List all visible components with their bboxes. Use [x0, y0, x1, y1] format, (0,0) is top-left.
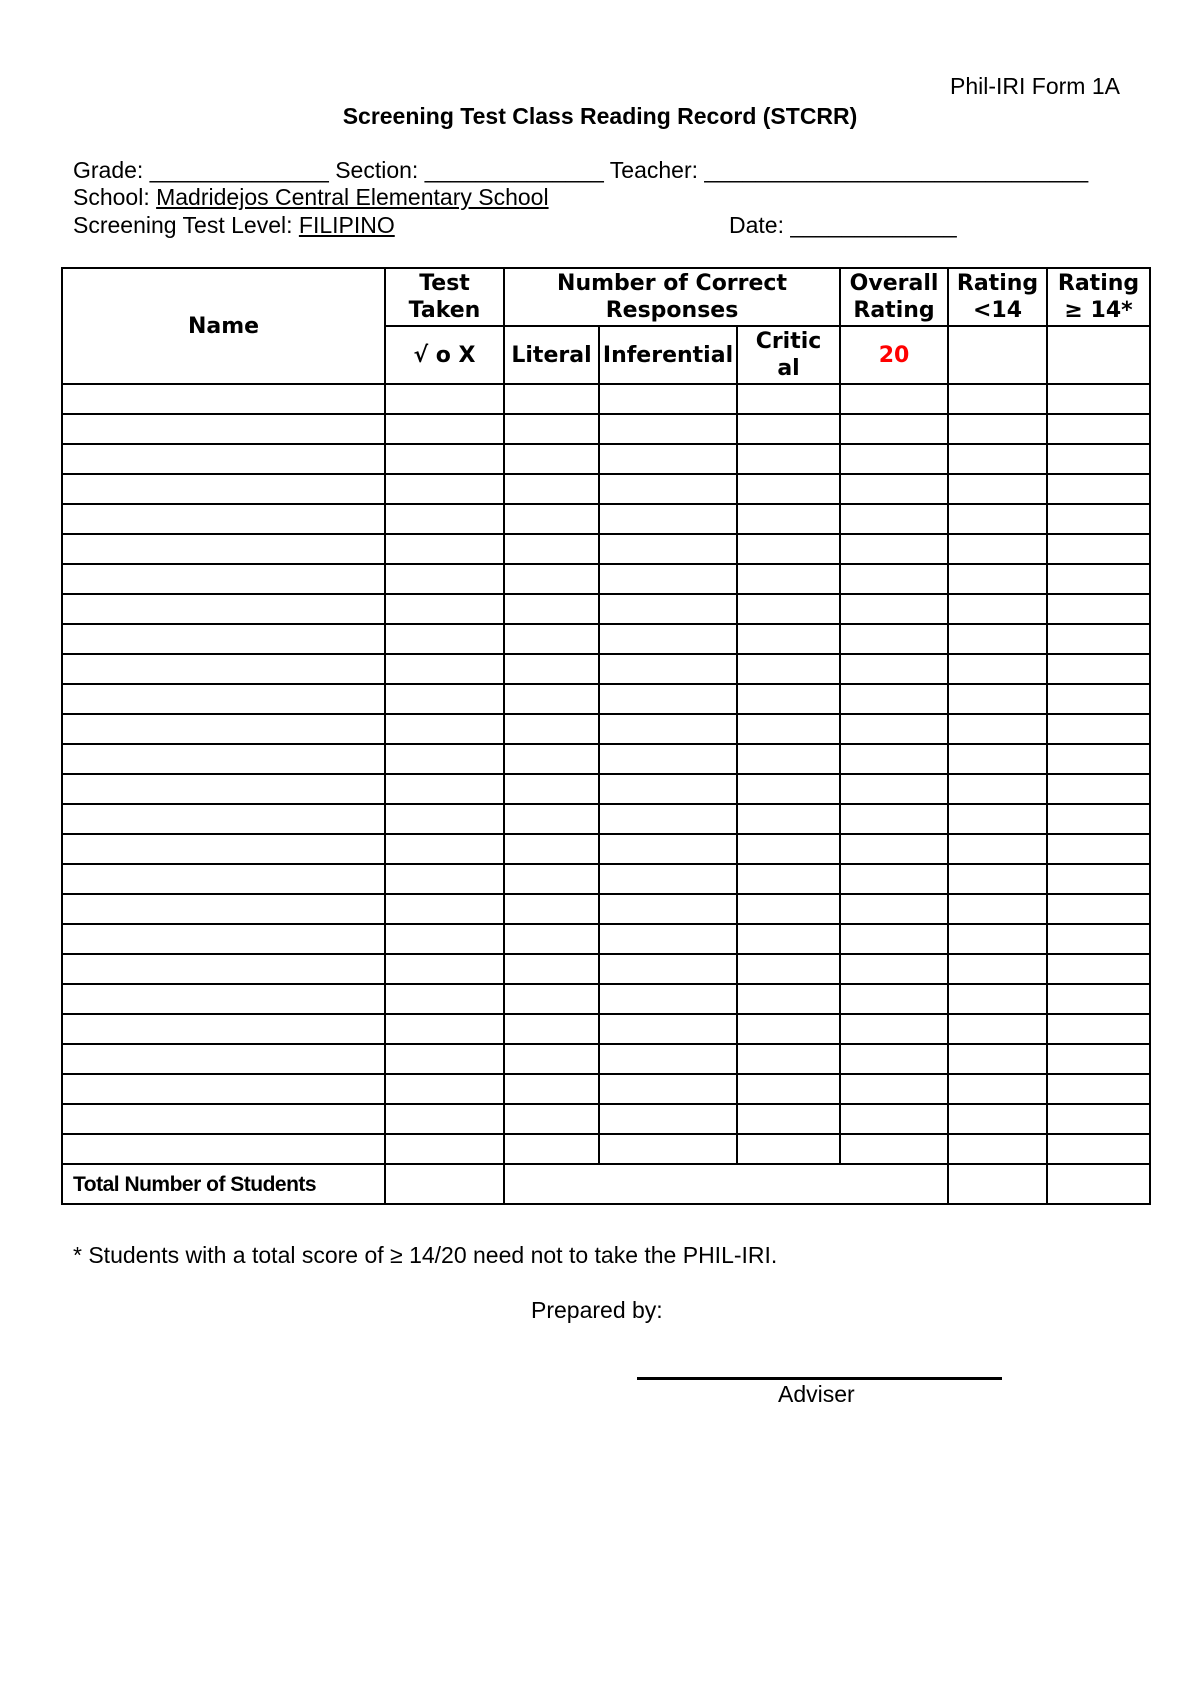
name-cell[interactable] — [62, 624, 385, 654]
name-cell[interactable] — [62, 534, 385, 564]
critical-header: Critical — [737, 326, 840, 384]
rating-below-14-cell[interactable] — [948, 624, 1047, 654]
rating-below-14-cell[interactable] — [948, 1074, 1047, 1104]
overall-cell[interactable] — [840, 774, 948, 804]
inferential-cell[interactable] — [599, 384, 737, 414]
overall-cell[interactable] — [840, 984, 948, 1014]
section-label: Section: — [335, 157, 419, 183]
rating-below-14-cell[interactable] — [948, 714, 1047, 744]
level-value: FILIPINO — [298, 212, 395, 238]
check-cell[interactable] — [385, 1134, 504, 1164]
rating-below-14-cell[interactable] — [948, 326, 1047, 384]
student-row — [62, 924, 1150, 954]
inferential-cell[interactable] — [599, 534, 737, 564]
critical-cell[interactable] — [737, 564, 840, 594]
name-cell[interactable] — [62, 834, 385, 864]
inferential-cell[interactable] — [599, 774, 737, 804]
rating-below-14-cell[interactable] — [948, 954, 1047, 984]
overall-cell[interactable] — [840, 954, 948, 984]
inferential-cell[interactable] — [599, 894, 737, 924]
overall-cell[interactable] — [840, 564, 948, 594]
student-row — [62, 414, 1150, 444]
student-row — [62, 954, 1150, 984]
name-cell[interactable] — [62, 564, 385, 594]
student-row — [62, 654, 1150, 684]
rating-14-plus-cell[interactable] — [1047, 1104, 1150, 1134]
overall-cell[interactable] — [840, 864, 948, 894]
rating-below-14-cell[interactable] — [948, 384, 1047, 414]
check-cell[interactable] — [385, 414, 504, 444]
rating-below-14-cell[interactable] — [948, 534, 1047, 564]
rating-14-plus-cell[interactable] — [1047, 954, 1150, 984]
teacher-blank[interactable]: ______________________________ — [704, 157, 1089, 183]
name-cell[interactable] — [62, 654, 385, 684]
rating-14-plus-cell[interactable] — [1047, 924, 1150, 954]
student-row — [62, 744, 1150, 774]
name-cell[interactable] — [62, 1134, 385, 1164]
adviser-label: Adviser — [778, 1381, 855, 1407]
literal-cell[interactable] — [504, 804, 599, 834]
critical-cell[interactable] — [737, 1134, 840, 1164]
inferential-cell[interactable] — [599, 984, 737, 1014]
critical-cell[interactable] — [737, 504, 840, 534]
total-students-label: Total Number of Students — [62, 1164, 385, 1204]
student-row — [62, 1044, 1150, 1074]
critical-cell[interactable] — [737, 384, 840, 414]
inferential-cell[interactable] — [599, 564, 737, 594]
rating-below-14-cell[interactable] — [948, 1014, 1047, 1044]
check-cell[interactable] — [385, 654, 504, 684]
student-row — [62, 1074, 1150, 1104]
rating-14-plus-cell[interactable] — [1047, 624, 1150, 654]
student-row — [62, 444, 1150, 474]
critical-cell[interactable] — [737, 444, 840, 474]
check-cell[interactable] — [385, 834, 504, 864]
inferential-cell[interactable] — [599, 684, 737, 714]
literal-cell[interactable] — [504, 444, 599, 474]
rating-below-14-cell[interactable] — [948, 744, 1047, 774]
rating-below-14-cell[interactable] — [948, 834, 1047, 864]
student-row — [62, 1014, 1150, 1044]
inferential-cell[interactable] — [599, 714, 737, 744]
critical-cell[interactable] — [737, 894, 840, 924]
literal-cell[interactable] — [504, 414, 599, 444]
check-cell[interactable] — [385, 564, 504, 594]
rating-14-plus-cell[interactable] — [1047, 384, 1150, 414]
literal-cell[interactable] — [504, 984, 599, 1014]
inferential-cell[interactable] — [599, 1104, 737, 1134]
name-header: Name — [62, 268, 385, 384]
literal-cell[interactable] — [504, 774, 599, 804]
literal-cell[interactable] — [504, 894, 599, 924]
check-cell[interactable] — [385, 384, 504, 414]
literal-cell[interactable] — [504, 864, 599, 894]
check-cell[interactable] — [385, 744, 504, 774]
overall-cell[interactable] — [840, 504, 948, 534]
critical-cell[interactable] — [737, 714, 840, 744]
rating-below-14-cell[interactable] — [948, 984, 1047, 1014]
teacher-label: Teacher: — [609, 157, 698, 183]
footnote: * Students with a total score of ≥ 14/20 need not to take the PHIL-IRI. — [73, 1242, 778, 1268]
rating-14-plus-cell[interactable] — [1047, 504, 1150, 534]
student-row — [62, 774, 1150, 804]
student-row — [62, 564, 1150, 594]
check-cell[interactable] — [385, 774, 504, 804]
rating-14-plus-cell[interactable] — [1047, 1014, 1150, 1044]
overall-cell[interactable] — [840, 924, 948, 954]
check-cell[interactable] — [385, 594, 504, 624]
name-cell[interactable] — [62, 684, 385, 714]
critical-cell[interactable] — [737, 474, 840, 504]
name-cell[interactable] — [62, 1014, 385, 1044]
critical-cell[interactable] — [737, 1044, 840, 1074]
literal-cell[interactable] — [504, 834, 599, 864]
document-title: Screening Test Class Reading Record (STCRR) — [342, 103, 858, 129]
rating-14-plus-cell[interactable] — [1047, 326, 1150, 384]
inferential-cell[interactable] — [599, 1134, 737, 1164]
overall-cell[interactable] — [840, 594, 948, 624]
overall-total-score: 20 — [840, 326, 948, 384]
overall-cell[interactable] — [840, 444, 948, 474]
rating-below-14-cell[interactable] — [948, 774, 1047, 804]
inferential-cell[interactable] — [599, 804, 737, 834]
rating-14-plus-cell[interactable] — [1047, 1134, 1150, 1164]
date-label: Date: — [729, 212, 784, 238]
name-cell[interactable] — [62, 924, 385, 954]
school-label: School: — [73, 184, 150, 210]
student-row — [62, 684, 1150, 714]
check-or-x-header: √ o X — [385, 326, 504, 384]
check-cell[interactable] — [385, 684, 504, 714]
inferential-cell[interactable] — [599, 834, 737, 864]
inferential-cell[interactable] — [599, 1014, 737, 1044]
rating-14-plus-cell[interactable] — [1047, 564, 1150, 594]
inferential-cell[interactable] — [599, 414, 737, 444]
check-cell[interactable] — [385, 444, 504, 474]
overall-cell[interactable] — [840, 624, 948, 654]
name-cell[interactable] — [62, 804, 385, 834]
literal-cell[interactable] — [504, 624, 599, 654]
check-cell[interactable] — [385, 1044, 504, 1074]
section-blank[interactable]: ______________ — [424, 157, 604, 183]
literal-cell[interactable] — [504, 924, 599, 954]
rating-below-14-cell[interactable] — [948, 444, 1047, 474]
correct-responses-header: Number of Correct Responses — [504, 268, 840, 326]
overall-cell[interactable] — [840, 1104, 948, 1134]
overall-cell[interactable] — [840, 654, 948, 684]
overall-cell[interactable] — [840, 414, 948, 444]
rating-14-plus-cell[interactable] — [1047, 744, 1150, 774]
student-row — [62, 624, 1150, 654]
check-cell[interactable] — [385, 1104, 504, 1134]
overall-cell[interactable] — [840, 1074, 948, 1104]
literal-cell[interactable] — [504, 654, 599, 684]
date-line — [729, 212, 957, 239]
literal-header: Literal — [504, 326, 599, 384]
literal-cell[interactable] — [504, 1134, 599, 1164]
literal-cell[interactable] — [504, 384, 599, 414]
test-taken-header: Test Taken — [385, 268, 504, 326]
literal-cell[interactable] — [504, 1074, 599, 1104]
name-cell[interactable] — [62, 474, 385, 504]
literal-cell[interactable] — [504, 714, 599, 744]
critical-cell[interactable] — [737, 864, 840, 894]
student-row — [62, 594, 1150, 624]
literal-cell[interactable] — [504, 954, 599, 984]
literal-cell[interactable] — [504, 564, 599, 594]
rating-14-plus-cell[interactable] — [1047, 654, 1150, 684]
student-row — [62, 534, 1150, 564]
check-cell[interactable] — [385, 984, 504, 1014]
student-row — [62, 1134, 1150, 1164]
inferential-header: Inferential — [599, 326, 737, 384]
signature-line[interactable] — [637, 1377, 1002, 1380]
critical-cell[interactable] — [737, 654, 840, 684]
inferential-cell[interactable] — [599, 954, 737, 984]
inferential-cell[interactable] — [599, 504, 737, 534]
literal-cell[interactable] — [504, 594, 599, 624]
level-label: Screening Test Level: — [73, 212, 293, 238]
overall-cell[interactable] — [840, 894, 948, 924]
inferential-cell[interactable] — [599, 864, 737, 894]
critical-cell[interactable] — [737, 984, 840, 1014]
overall-cell[interactable] — [840, 684, 948, 714]
overall-rating-header: Overall Rating — [840, 268, 948, 326]
student-row — [62, 894, 1150, 924]
inferential-cell[interactable] — [599, 744, 737, 774]
student-row — [62, 504, 1150, 534]
literal-cell[interactable] — [504, 744, 599, 774]
check-cell[interactable] — [385, 474, 504, 504]
rating-14-plus-cell[interactable] — [1047, 534, 1150, 564]
literal-cell[interactable] — [504, 474, 599, 504]
name-cell[interactable] — [62, 744, 385, 774]
critical-cell[interactable] — [737, 954, 840, 984]
student-row — [62, 804, 1150, 834]
name-cell[interactable] — [62, 954, 385, 984]
student-row — [62, 384, 1150, 414]
rating-14-plus-cell[interactable] — [1047, 804, 1150, 834]
overall-cell[interactable] — [840, 1014, 948, 1044]
rating-14-plus-cell[interactable] — [1047, 684, 1150, 714]
overall-cell[interactable] — [840, 714, 948, 744]
school-line — [73, 184, 549, 211]
rating-14-plus-cell[interactable] — [1047, 864, 1150, 894]
critical-cell[interactable] — [737, 624, 840, 654]
rating-14-plus-cell[interactable] — [1047, 714, 1150, 744]
rating-below-14-cell[interactable] — [948, 564, 1047, 594]
inferential-cell[interactable] — [599, 654, 737, 684]
check-cell[interactable] — [385, 1074, 504, 1104]
overall-cell[interactable] — [840, 744, 948, 774]
overall-cell[interactable] — [840, 384, 948, 414]
rating-below-14-header: Rating <14 — [948, 268, 1047, 326]
rating-below-14-cell[interactable] — [948, 1104, 1047, 1134]
critical-cell[interactable] — [737, 1074, 840, 1104]
name-cell[interactable] — [62, 1044, 385, 1074]
check-cell[interactable] — [385, 804, 504, 834]
literal-cell[interactable] — [504, 1014, 599, 1044]
rating-below-14-cell[interactable] — [948, 1134, 1047, 1164]
overall-cell[interactable] — [840, 804, 948, 834]
student-row — [62, 834, 1150, 864]
name-cell[interactable] — [62, 864, 385, 894]
overall-cell[interactable] — [840, 474, 948, 504]
inferential-cell[interactable] — [599, 624, 737, 654]
check-cell[interactable] — [385, 1014, 504, 1044]
critical-cell[interactable] — [737, 684, 840, 714]
rating-14-plus-cell[interactable] — [1047, 444, 1150, 474]
critical-cell[interactable] — [737, 744, 840, 774]
overall-cell[interactable] — [840, 534, 948, 564]
student-row — [62, 864, 1150, 894]
critical-cell[interactable] — [737, 1104, 840, 1134]
check-cell[interactable] — [385, 714, 504, 744]
check-cell[interactable] — [385, 894, 504, 924]
check-cell[interactable] — [385, 504, 504, 534]
critical-cell[interactable] — [737, 534, 840, 564]
critical-cell[interactable] — [737, 1014, 840, 1044]
student-row — [62, 474, 1150, 504]
rating-below-14-cell[interactable] — [948, 654, 1047, 684]
critical-cell[interactable] — [737, 774, 840, 804]
name-cell[interactable] — [62, 714, 385, 744]
inferential-cell[interactable] — [599, 1044, 737, 1074]
critical-cell[interactable] — [737, 594, 840, 624]
rating-14-plus-cell[interactable] — [1047, 474, 1150, 504]
name-cell[interactable] — [62, 1104, 385, 1134]
date-blank[interactable]: _____________ — [790, 212, 957, 238]
check-cell[interactable] — [385, 864, 504, 894]
rating-14-plus-header: Rating ≥ 14* — [1047, 268, 1150, 326]
rating-14-plus-cell[interactable] — [1047, 594, 1150, 624]
name-cell[interactable] — [62, 414, 385, 444]
inferential-cell[interactable] — [599, 924, 737, 954]
rating-14-plus-cell[interactable] — [1047, 984, 1150, 1014]
grade-section-teacher-line — [73, 157, 1088, 184]
rating-14-plus-cell[interactable] — [1047, 834, 1150, 864]
student-row — [62, 1104, 1150, 1134]
grade-blank[interactable]: ______________ — [149, 157, 329, 183]
check-cell[interactable] — [385, 924, 504, 954]
total-below-14-cell[interactable] — [948, 1164, 1047, 1204]
inferential-cell[interactable] — [599, 1074, 737, 1104]
literal-cell[interactable] — [504, 534, 599, 564]
rating-14-plus-cell[interactable] — [1047, 414, 1150, 444]
student-row — [62, 984, 1150, 1014]
literal-cell[interactable] — [504, 1044, 599, 1074]
literal-cell[interactable] — [504, 504, 599, 534]
rating-below-14-cell[interactable] — [948, 684, 1047, 714]
school-value: Madridejos Central Elementary School — [156, 184, 549, 210]
name-cell[interactable] — [62, 384, 385, 414]
rating-14-plus-cell[interactable] — [1047, 894, 1150, 924]
rating-below-14-cell[interactable] — [948, 804, 1047, 834]
literal-cell[interactable] — [504, 684, 599, 714]
name-cell[interactable] — [62, 1074, 385, 1104]
rating-below-14-cell[interactable] — [948, 414, 1047, 444]
check-cell[interactable] — [385, 534, 504, 564]
rating-14-plus-cell[interactable] — [1047, 774, 1150, 804]
inferential-cell[interactable] — [599, 474, 737, 504]
check-cell[interactable] — [385, 954, 504, 984]
rating-below-14-cell[interactable] — [948, 864, 1047, 894]
inferential-cell[interactable] — [599, 444, 737, 474]
critical-cell[interactable] — [737, 804, 840, 834]
overall-cell[interactable] — [840, 1044, 948, 1074]
reading-record-table — [61, 267, 1151, 1205]
rating-below-14-cell[interactable] — [948, 504, 1047, 534]
overall-cell[interactable] — [840, 834, 948, 864]
overall-cell[interactable] — [840, 1134, 948, 1164]
name-cell[interactable] — [62, 774, 385, 804]
total-test-taken-cell[interactable] — [385, 1164, 504, 1204]
critical-cell[interactable] — [737, 414, 840, 444]
grade-label: Grade: — [73, 157, 144, 183]
inferential-cell[interactable] — [599, 594, 737, 624]
rating-14-plus-cell[interactable] — [1047, 1074, 1150, 1104]
critical-cell[interactable] — [737, 834, 840, 864]
name-cell[interactable] — [62, 444, 385, 474]
prepared-by-label: Prepared by: — [531, 1297, 663, 1323]
name-cell[interactable] — [62, 504, 385, 534]
student-row — [62, 714, 1150, 744]
rating-below-14-cell[interactable] — [948, 594, 1047, 624]
rating-below-14-cell[interactable] — [948, 474, 1047, 504]
literal-cell[interactable] — [504, 1104, 599, 1134]
name-cell[interactable] — [62, 594, 385, 624]
rating-below-14-cell[interactable] — [948, 894, 1047, 924]
form-number: Phil-IRI Form 1A — [950, 73, 1120, 99]
total-responses-cell[interactable] — [504, 1164, 948, 1204]
level-line — [73, 212, 395, 239]
name-cell[interactable] — [62, 894, 385, 924]
critical-cell[interactable] — [737, 924, 840, 954]
rating-below-14-cell[interactable] — [948, 924, 1047, 954]
check-cell[interactable] — [385, 624, 504, 654]
rating-below-14-cell[interactable] — [948, 1044, 1047, 1074]
total-14-plus-cell[interactable] — [1047, 1164, 1150, 1204]
rating-14-plus-cell[interactable] — [1047, 1044, 1150, 1074]
name-cell[interactable] — [62, 984, 385, 1014]
